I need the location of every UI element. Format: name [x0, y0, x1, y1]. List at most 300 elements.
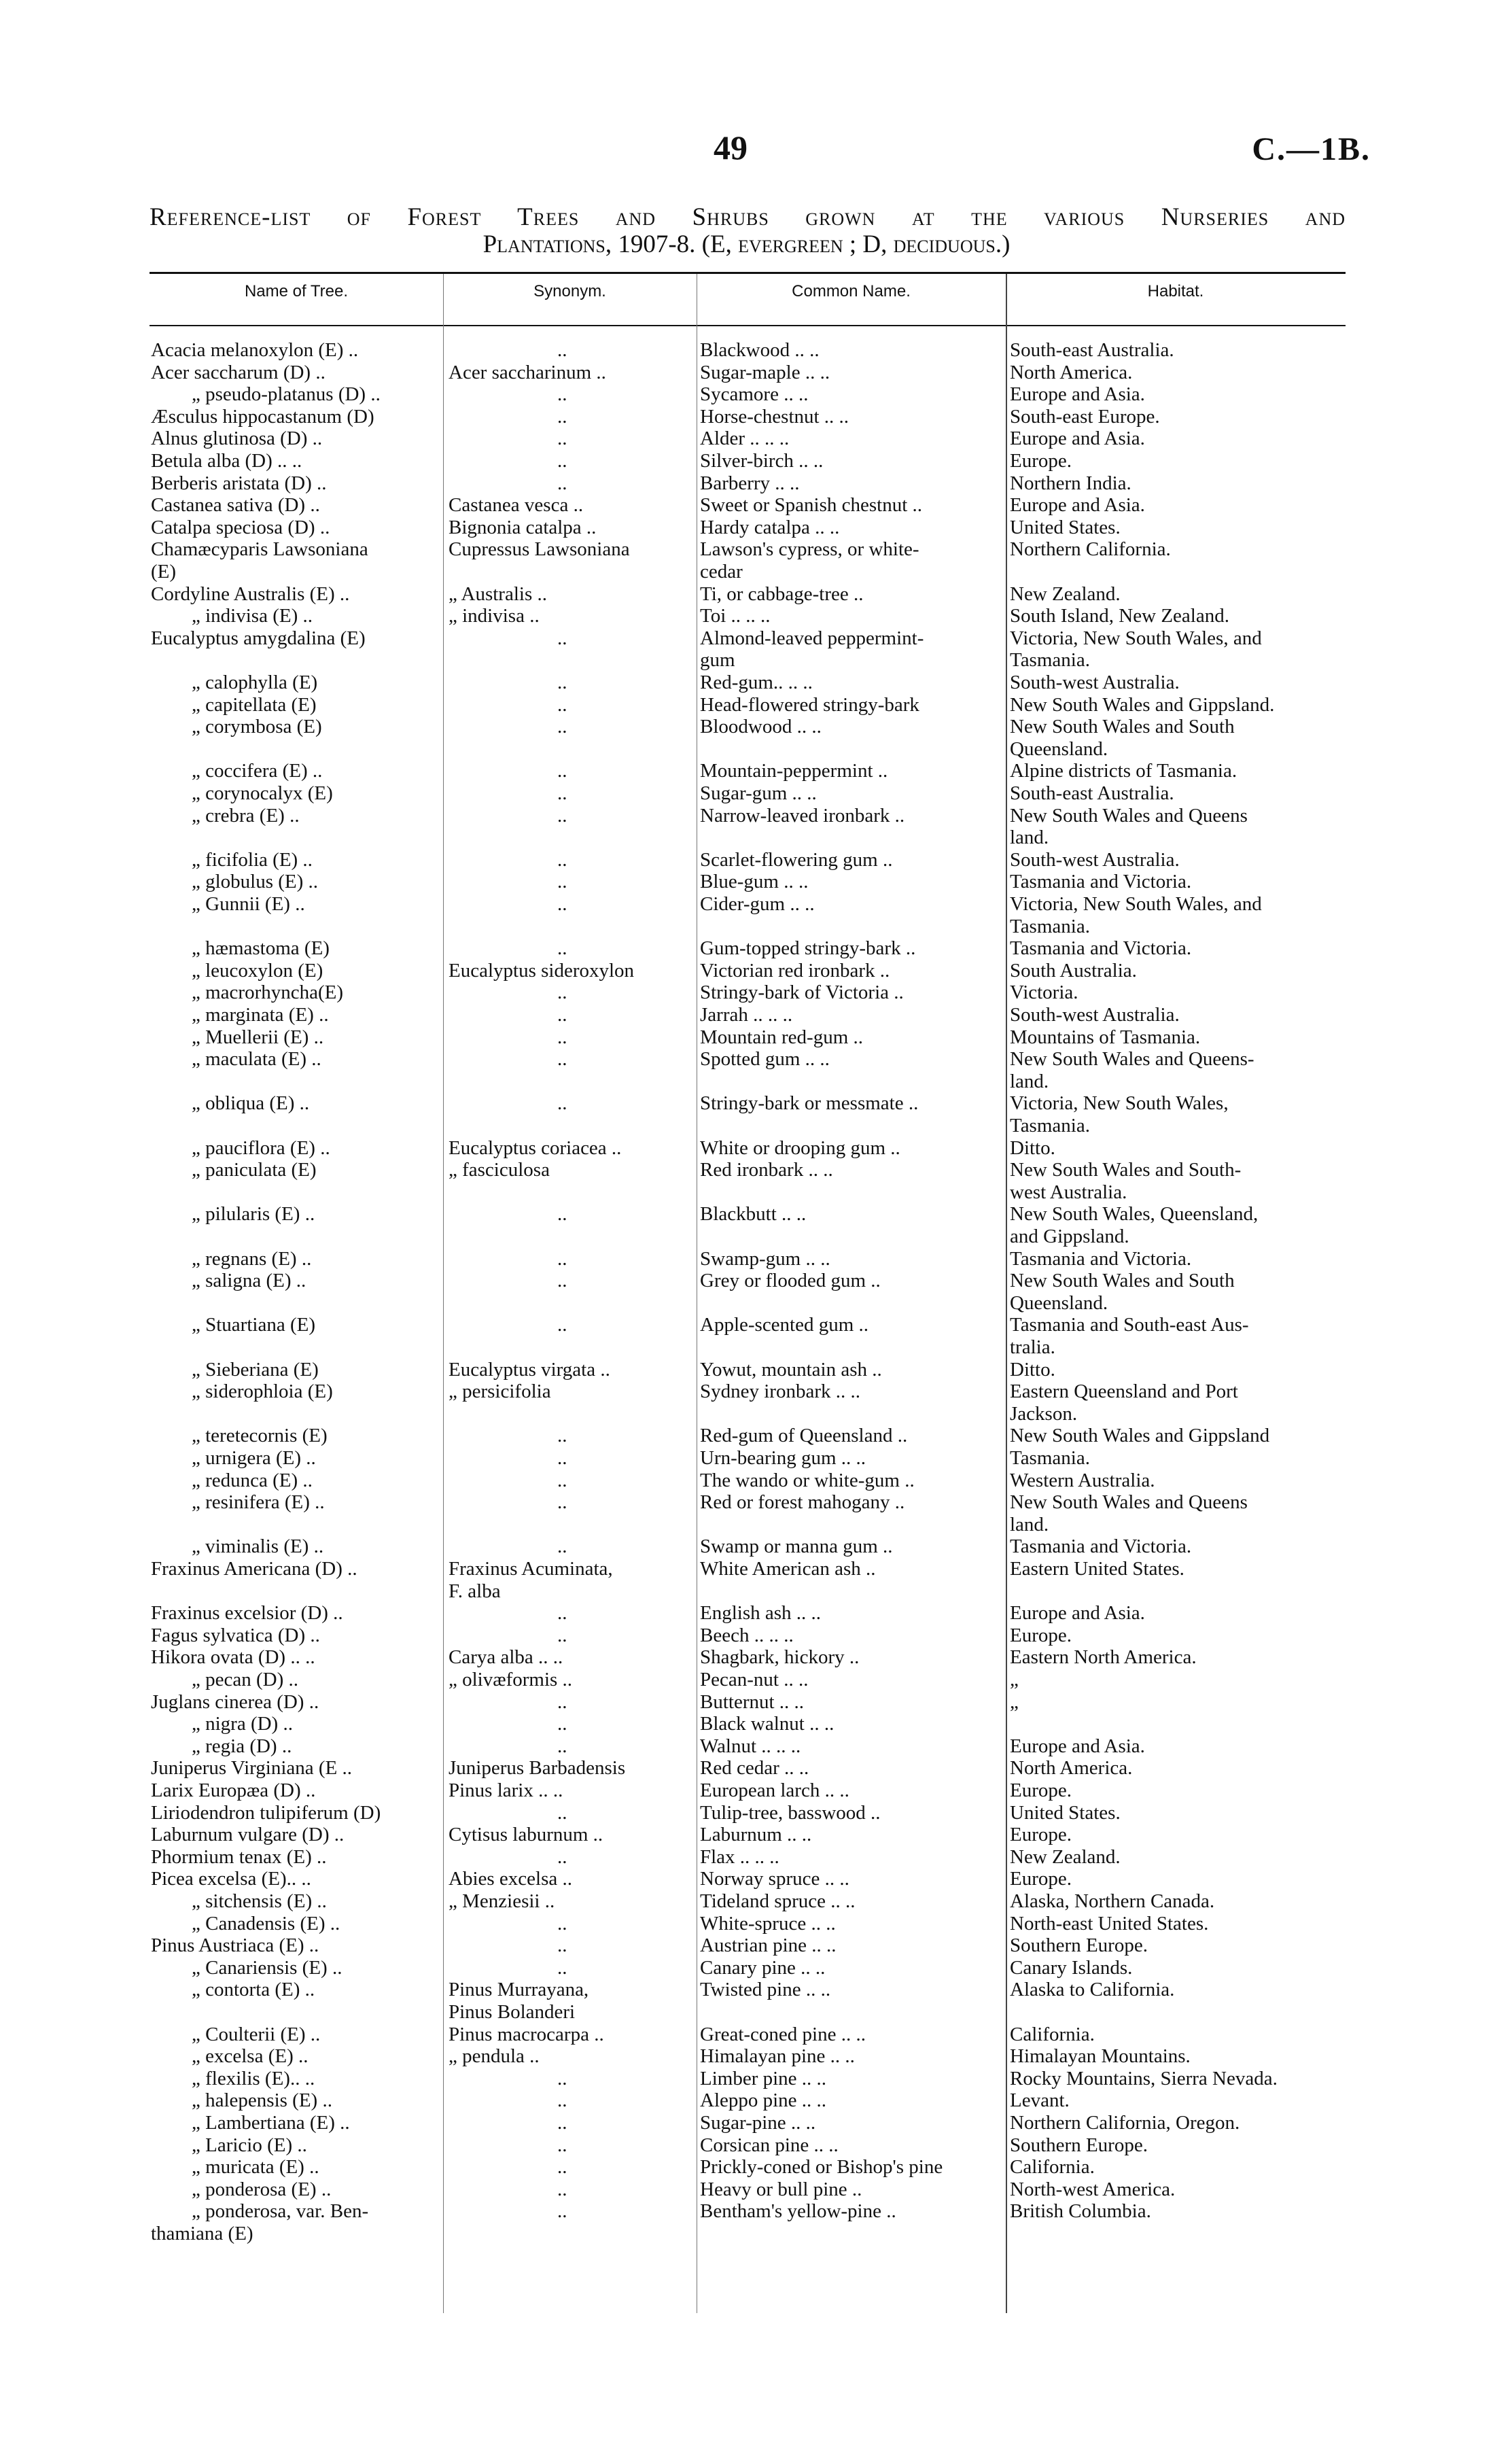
synonym-cell: .. — [557, 1934, 567, 1956]
habitat-cell: Europe. — [1010, 1625, 1072, 1646]
synonym-cell: Castanea vesca .. — [449, 494, 584, 516]
tree-name-cell: „ saligna (E) .. — [192, 1270, 306, 1291]
habitat-cell: Victoria. — [1010, 982, 1078, 1003]
habitat-cell: „ — [1010, 1669, 1019, 1690]
common-name-cell: Red-gum of Queensland .. — [700, 1425, 908, 1446]
habitat-cell: North-east United States. — [1010, 1913, 1209, 1934]
synonym-cell: .. — [557, 694, 567, 716]
common-name-cell: Almond-leaved peppermint- — [700, 627, 924, 649]
common-name-cell: Spotted gum .. .. — [700, 1048, 830, 1070]
common-name-cell: Prickly-coned or Bishop's pine — [700, 2156, 943, 2178]
synonym-cell: Abies excelsa .. — [449, 1868, 572, 1890]
habitat-cell: South Australia. — [1010, 960, 1137, 982]
tree-name-cell: Juglans cinerea (D) .. — [151, 1691, 319, 1713]
habitat-cell: United States. — [1010, 517, 1121, 538]
tree-name-cell: Picea excelsa (E).. .. — [151, 1868, 311, 1890]
tree-name-cell: Laburnum vulgare (D) .. — [151, 1824, 345, 1845]
synonym-cell: .. — [557, 1004, 567, 1026]
common-name-cell: White American ash .. — [700, 1558, 876, 1580]
habitat-cell: Tasmania. — [1010, 1447, 1090, 1469]
tree-name-cell: „ excelsa (E) .. — [192, 2045, 309, 2067]
habitat-cell: Europe and Asia. — [1010, 1735, 1145, 1757]
common-name-cell: Sydney ironbark .. .. — [700, 1381, 860, 1402]
habitat-cell: South-west Australia. — [1010, 1004, 1180, 1026]
common-name-cell: Jarrah .. .. .. — [700, 1004, 793, 1026]
synonym-cell: „ fasciculosa — [449, 1159, 550, 1181]
synonym-cell: F. alba — [449, 1580, 501, 1602]
synonym-cell: Cupressus Lawsoniana — [449, 538, 630, 560]
synonym-cell: „ Australis .. — [449, 583, 547, 605]
habitat-cell: North-west America. — [1010, 2179, 1176, 2200]
habitat-cell: Tasmania. — [1010, 916, 1090, 937]
synonym-cell: Eucalyptus virgata .. — [449, 1359, 610, 1381]
habitat-cell: California. — [1010, 2024, 1095, 2045]
tree-name-cell: „ resinifera (E) .. — [192, 1491, 325, 1513]
tree-name-cell: Chamæcyparis Lawsoniana — [151, 538, 368, 560]
common-name-cell: White-spruce .. .. — [700, 1913, 836, 1934]
common-name-cell: Red-gum.. .. .. — [700, 672, 813, 693]
habitat-cell: Ditto. — [1010, 1137, 1055, 1159]
synonym-cell: .. — [557, 406, 567, 428]
common-name-cell: Scarlet-flowering gum .. — [700, 849, 893, 871]
habitat-cell: Tasmania and Victoria. — [1010, 871, 1192, 892]
habitat-cell: Victoria, New South Wales, and — [1010, 893, 1262, 915]
common-name-cell: Sugar-pine .. .. — [700, 2112, 816, 2134]
tree-name-cell: „ Canariensis (E) .. — [192, 1957, 342, 1979]
tree-name-cell: Cordyline Australis (E) .. — [151, 583, 350, 605]
habitat-cell: Europe and Asia. — [1010, 383, 1145, 405]
synonym-cell: „ olivæformis .. — [449, 1669, 573, 1690]
habitat-cell: land. — [1010, 1514, 1049, 1535]
common-name-cell: English ash .. .. — [700, 1602, 822, 1624]
synonym-cell: .. — [557, 1092, 567, 1114]
tree-name-cell: „ capitellata (E) — [192, 694, 317, 716]
habitat-cell: California. — [1010, 2156, 1095, 2178]
tree-name-cell: Larix Europæa (D) .. — [151, 1780, 316, 1801]
synonym-cell: .. — [557, 760, 567, 782]
synonym-cell: Pinus Murrayana, — [449, 1979, 589, 2000]
synonym-cell: Pinus macrocarpa .. — [449, 2024, 604, 2045]
tree-name-cell: Fraxinus Americana (D) .. — [151, 1558, 357, 1580]
tree-name-cell: „ viminalis (E) .. — [192, 1535, 324, 1557]
tree-name-cell: „ globulus (E) .. — [192, 871, 319, 892]
synonym-cell: Acer saccharinum .. — [449, 362, 606, 383]
tree-name-cell: „ ficifolia (E) .. — [192, 849, 313, 871]
habitat-cell: Tasmania. — [1010, 1115, 1090, 1136]
page-number: 49 — [714, 128, 748, 167]
synonym-cell: Carya alba .. .. — [449, 1646, 563, 1668]
synonym-cell: .. — [557, 1802, 567, 1824]
habitat-cell: South-west Australia. — [1010, 849, 1180, 871]
header-habitat: Habitat. — [1147, 282, 1204, 300]
synonym-cell: .. — [557, 1425, 567, 1446]
tree-name-cell: Betula alba (D) .. .. — [151, 450, 302, 472]
synonym-cell: .. — [557, 2134, 567, 2156]
tree-name-cell: „ pauciflora (E) .. — [192, 1137, 330, 1159]
synonym-cell: .. — [557, 716, 567, 738]
synonym-cell: .. — [557, 1470, 567, 1491]
habitat-cell: Europe. — [1010, 450, 1072, 472]
synonym-cell: .. — [557, 339, 567, 361]
synonym-cell: „ indivisa .. — [449, 605, 540, 627]
common-name-cell: Swamp or manna gum .. — [700, 1535, 893, 1557]
tree-name-cell: „ flexilis (E).. .. — [192, 2068, 315, 2089]
common-name-cell: Victorian red ironbark .. — [700, 960, 890, 982]
table-header-rule — [150, 325, 1346, 326]
tree-name-cell: „ muricata (E) .. — [192, 2156, 319, 2178]
synonym-cell: .. — [557, 1846, 567, 1868]
tree-name-cell: „ Sieberiana (E) — [192, 1359, 319, 1381]
synonym-cell: .. — [557, 849, 567, 871]
common-name-cell: Corsican pine .. .. — [700, 2134, 839, 2156]
common-name-cell: Cider-gum .. .. — [700, 893, 815, 915]
column-divider-3 — [1006, 274, 1007, 2313]
common-name-cell: Silver-birch .. .. — [700, 450, 824, 472]
habitat-cell: Tasmania and Victoria. — [1010, 1248, 1192, 1270]
tree-name-cell: Acacia melanoxylon (E) .. — [151, 339, 359, 361]
common-name-cell: Hardy catalpa .. .. — [700, 517, 840, 538]
habitat-cell: Eastern United States. — [1010, 1558, 1184, 1580]
synonym-cell: .. — [557, 2089, 567, 2111]
tree-name-cell: „ leucoxylon (E) — [192, 960, 323, 982]
synonym-cell: .. — [557, 450, 567, 472]
common-name-cell: Urn-bearing gum .. .. — [700, 1447, 866, 1469]
habitat-cell: Southern Europe. — [1010, 1934, 1148, 1956]
habitat-cell: New South Wales, Queensland, — [1010, 1203, 1259, 1225]
habitat-cell: Levant. — [1010, 2089, 1070, 2111]
habitat-cell: New South Wales and Queens — [1010, 1491, 1248, 1513]
habitat-cell: „ — [1010, 1691, 1019, 1713]
habitat-cell: Northern California. — [1010, 538, 1171, 560]
synonym-cell: „ persicifolia — [449, 1381, 551, 1402]
synonym-cell: .. — [557, 871, 567, 892]
synonym-cell: .. — [557, 672, 567, 693]
tree-name-cell: „ calophylla (E) — [192, 672, 318, 693]
habitat-cell: Jackson. — [1010, 1403, 1078, 1425]
common-name-cell: Great-coned pine .. .. — [700, 2024, 866, 2045]
synonym-cell: .. — [557, 805, 567, 827]
common-name-cell: Limber pine .. .. — [700, 2068, 827, 2089]
habitat-cell: Europe. — [1010, 1824, 1072, 1845]
habitat-cell: Victoria, New South Wales, and — [1010, 627, 1262, 649]
synonym-cell: Fraxinus Acuminata, — [449, 1558, 613, 1580]
tree-name-cell: „ obliqua (E) .. — [192, 1092, 310, 1114]
synonym-cell: .. — [557, 1203, 567, 1225]
habitat-cell: Tasmania and South-east Aus- — [1010, 1314, 1249, 1336]
habitat-cell: Western Australia. — [1010, 1470, 1155, 1491]
common-name-cell: The wando or white-gum .. — [700, 1470, 915, 1491]
synonym-cell: .. — [557, 1270, 567, 1291]
synonym-cell: .. — [557, 2200, 567, 2222]
synonym-cell: Cytisus laburnum .. — [449, 1824, 603, 1845]
tree-name-cell: Pinus Austriaca (E) .. — [151, 1934, 319, 1956]
synonym-cell: .. — [557, 2179, 567, 2200]
common-name-cell: Grey or flooded gum .. — [700, 1270, 881, 1291]
common-name-cell: Walnut .. .. .. — [700, 1735, 801, 1757]
habitat-cell: North America. — [1010, 1757, 1133, 1779]
habitat-cell: Alpine districts of Tasmania. — [1010, 760, 1237, 782]
synonym-cell: .. — [557, 982, 567, 1003]
habitat-cell: South Island, New Zealand. — [1010, 605, 1229, 627]
habitat-cell: and Gippsland. — [1010, 1226, 1129, 1247]
common-name-cell: Head-flowered stringy-bark — [700, 694, 919, 716]
common-name-cell: Narrow-leaved ironbark .. — [700, 805, 905, 827]
tree-name-cell: „ maculata (E) .. — [192, 1048, 321, 1070]
tree-name-cell: Fagus sylvatica (D) .. — [151, 1625, 320, 1646]
synonym-cell: .. — [557, 937, 567, 959]
habitat-cell: Tasmania and Victoria. — [1010, 937, 1192, 959]
tree-name-cell: Hikora ovata (D) .. .. — [151, 1646, 315, 1668]
tree-name-cell: „ regnans (E) .. — [192, 1248, 312, 1270]
synonym-cell: .. — [557, 1048, 567, 1070]
synonym-cell: .. — [557, 1625, 567, 1646]
tree-name-cell: „ redunca (E) .. — [192, 1470, 313, 1491]
common-name-cell: Blackwood .. .. — [700, 339, 820, 361]
tree-name-cell: „ ponderosa, var. Ben- — [192, 2200, 369, 2222]
habitat-cell: Mountains of Tasmania. — [1010, 1026, 1201, 1048]
habitat-cell: Himalayan Mountains. — [1010, 2045, 1191, 2067]
habitat-cell: New South Wales and South — [1010, 1270, 1235, 1291]
synonym-cell: .. — [557, 1314, 567, 1336]
synonym-cell: Eucalyptus sideroxylon — [449, 960, 635, 982]
common-name-cell: European larch .. .. — [700, 1780, 849, 1801]
synonym-cell: .. — [557, 1691, 567, 1713]
tree-name-cell: „ Muellerii (E) .. — [192, 1026, 324, 1048]
tree-name-cell: „ Lambertiana (E) .. — [192, 2112, 350, 2134]
common-name-cell: Red or forest mahogany .. — [700, 1491, 905, 1513]
common-name-cell: Gum-topped stringy-bark .. — [700, 937, 916, 959]
tree-name-cell: Acer saccharum (D) .. — [151, 362, 326, 383]
habitat-cell: Ditto. — [1010, 1359, 1055, 1381]
synonym-cell: .. — [557, 1713, 567, 1735]
common-name-cell: Alder .. .. .. — [700, 428, 790, 449]
tree-name-cell: „ Canadensis (E) .. — [192, 1913, 340, 1934]
habitat-cell: Northern India. — [1010, 472, 1131, 494]
synonym-cell: Pinus larix .. .. — [449, 1780, 563, 1801]
document-reference: C.—1B. — [1252, 131, 1371, 167]
common-name-cell: Himalayan pine .. .. — [700, 2045, 855, 2067]
habitat-cell: Tasmania and Victoria. — [1010, 1535, 1192, 1557]
common-name-cell: Red ironbark .. .. — [700, 1159, 833, 1181]
habitat-cell: Canary Islands. — [1010, 1957, 1133, 1979]
common-name-cell: Pecan-nut .. .. — [700, 1669, 809, 1690]
habitat-cell: Europe and Asia. — [1010, 1602, 1145, 1624]
tree-name-cell: „ Laricio (E) .. — [192, 2134, 307, 2156]
common-name-cell: Sugar-gum .. .. — [700, 782, 817, 804]
tree-name-cell: Fraxinus excelsior (D) .. — [151, 1602, 343, 1624]
common-name-cell: Austrian pine .. .. — [700, 1934, 837, 1956]
common-name-cell: Butternut .. .. — [700, 1691, 805, 1713]
common-name-cell: cedar — [700, 561, 743, 583]
tree-name-cell: Juniperus Virginiana (E .. — [151, 1757, 353, 1779]
synonym-cell: „ pendula .. — [449, 2045, 540, 2067]
tree-name-cell: „ coccifera (E) .. — [192, 760, 323, 782]
tree-name-cell: „ siderophloia (E) — [192, 1381, 333, 1402]
common-name-cell: Horse-chestnut .. .. — [700, 406, 849, 428]
common-name-cell: White or drooping gum .. — [700, 1137, 900, 1159]
common-name-cell: Laburnum .. .. — [700, 1824, 812, 1845]
habitat-cell: Europe and Asia. — [1010, 494, 1145, 516]
tree-name-cell: „ Coulterii (E) .. — [192, 2024, 321, 2045]
habitat-cell: South-east Australia. — [1010, 782, 1174, 804]
tree-name-cell: „ pseudo-platanus (D) .. — [192, 383, 381, 405]
common-name-cell: Heavy or bull pine .. — [700, 2179, 862, 2200]
common-name-cell: Shagbark, hickory .. — [700, 1646, 860, 1668]
synonym-cell: .. — [557, 1735, 567, 1757]
common-name-cell: Bloodwood .. .. — [700, 716, 822, 738]
habitat-cell: Northern California, Oregon. — [1010, 2112, 1240, 2134]
habitat-cell: South-east Australia. — [1010, 339, 1174, 361]
habitat-cell: Tasmania. — [1010, 649, 1090, 671]
synonym-cell: .. — [557, 893, 567, 915]
habitat-cell: Europe and Asia. — [1010, 428, 1145, 449]
common-name-cell: Mountain-peppermint .. — [700, 760, 888, 782]
habitat-cell: New South Wales and Queens — [1010, 805, 1248, 827]
habitat-cell: New Zealand. — [1010, 583, 1121, 605]
tree-name-cell: „ hæmastoma (E) — [192, 937, 330, 959]
common-name-cell: Blue-gum .. .. — [700, 871, 809, 892]
common-name-cell: Norway spruce .. .. — [700, 1868, 849, 1890]
synonym-cell: .. — [557, 627, 567, 649]
tree-name-cell: „ ponderosa (E) .. — [192, 2179, 332, 2200]
synonym-cell: .. — [557, 1026, 567, 1048]
synonym-cell: .. — [557, 1491, 567, 1513]
common-name-cell: Blackbutt .. .. — [700, 1203, 807, 1225]
common-name-cell: Ti, or cabbage-tree .. — [700, 583, 864, 605]
common-name-cell: Canary pine .. .. — [700, 1957, 826, 1979]
habitat-cell: west Australia. — [1010, 1181, 1127, 1203]
synonym-cell: Pinus Bolanderi — [449, 2001, 576, 2023]
synonym-cell: .. — [557, 782, 567, 804]
habitat-cell: New South Wales and Queens- — [1010, 1048, 1254, 1070]
habitat-cell: New South Wales and Gippsland — [1010, 1425, 1270, 1446]
tree-name-cell: „ pecan (D) .. — [192, 1669, 298, 1690]
habitat-cell: Europe. — [1010, 1868, 1072, 1890]
common-name-cell: Black walnut .. .. — [700, 1713, 835, 1735]
tree-name-cell: „ corynocalyx (E) — [192, 782, 333, 804]
common-name-cell: Tideland spruce .. .. — [700, 1890, 856, 1912]
tree-name-cell: „ regia (D) .. — [192, 1735, 292, 1757]
habitat-cell: New Zealand. — [1010, 1846, 1121, 1868]
header-name-of-tree: Name of Tree. — [244, 282, 349, 300]
synonym-cell: Bignonia catalpa .. — [449, 517, 597, 538]
habitat-cell: Eastern Queensland and Port — [1010, 1381, 1238, 1402]
common-name-cell: Toi .. .. .. — [700, 605, 771, 627]
habitat-cell: Rocky Mountains, Sierra Nevada. — [1010, 2068, 1278, 2089]
synonym-cell: Juniperus Barbadensis — [449, 1757, 626, 1779]
habitat-cell: Southern Europe. — [1010, 2134, 1148, 2156]
habitat-cell: land. — [1010, 827, 1049, 848]
table-top-rule — [150, 272, 1346, 274]
synonym-cell: Eucalyptus coriacea .. — [449, 1137, 622, 1159]
common-name-cell: Sugar-maple .. .. — [700, 362, 830, 383]
synonym-cell: .. — [557, 1913, 567, 1934]
habitat-cell: New South Wales and South — [1010, 716, 1235, 738]
common-name-cell: Beech .. .. .. — [700, 1625, 794, 1646]
habitat-cell: Queensland. — [1010, 1292, 1108, 1314]
common-name-cell: Apple-scented gum .. — [700, 1314, 869, 1336]
tree-name-cell: „ urnigera (E) .. — [192, 1447, 316, 1469]
title-line-1: Reference-list of Forest Trees and Shrubs grown at the various Nurseries and — [150, 203, 1346, 231]
common-name-cell: Swamp-gum .. .. — [700, 1248, 830, 1270]
tree-name-cell: (E) — [151, 561, 177, 583]
common-name-cell: Tulip-tree, basswood .. — [700, 1802, 881, 1824]
common-name-cell: Bentham's yellow-pine .. — [700, 2200, 896, 2222]
tree-name-cell: thamiana (E) — [151, 2223, 253, 2244]
synonym-cell: .. — [557, 1957, 567, 1979]
synonym-cell: .. — [557, 428, 567, 449]
tree-name-cell: Catalpa speciosa (D) .. — [151, 517, 330, 538]
synonym-cell: .. — [557, 1447, 567, 1469]
tree-name-cell: „ marginata (E) .. — [192, 1004, 329, 1026]
tree-name-cell: „ nigra (D) .. — [192, 1713, 293, 1735]
common-name-cell: Red cedar .. .. — [700, 1757, 809, 1779]
tree-name-cell: „ halepensis (E) .. — [192, 2089, 332, 2111]
tree-name-cell: Eucalyptus amygdalina (E) — [151, 627, 366, 649]
tree-name-cell: „ macrorhyncha(E) — [192, 982, 344, 1003]
tree-name-cell: Æsculus hippocastanum (D) — [151, 406, 374, 428]
tree-name-cell: Liriodendron tulipiferum (D) — [151, 1802, 381, 1824]
habitat-cell: United States. — [1010, 1802, 1121, 1824]
synonym-cell: .. — [557, 2156, 567, 2178]
common-name-cell: Sweet or Spanish chestnut .. — [700, 494, 923, 516]
habitat-cell: New South Wales and Gippsland. — [1010, 694, 1275, 716]
habitat-cell: tralia. — [1010, 1336, 1055, 1358]
synonym-cell: .. — [557, 2068, 567, 2089]
synonym-cell: .. — [557, 1535, 567, 1557]
common-name-cell: Twisted pine .. .. — [700, 1979, 831, 2000]
tree-name-cell: Phormium tenax (E) .. — [151, 1846, 327, 1868]
synonym-cell: .. — [557, 2112, 567, 2134]
tree-name-cell: „ crebra (E) .. — [192, 805, 300, 827]
tree-name-cell: Berberis aristata (D) .. — [151, 472, 327, 494]
habitat-cell: South-west Australia. — [1010, 672, 1180, 693]
common-name-cell: Yowut, mountain ash .. — [700, 1359, 882, 1381]
tree-name-cell: „ corymbosa (E) — [192, 716, 322, 738]
common-name-cell: Stringy-bark of Victoria .. — [700, 982, 904, 1003]
tree-name-cell: „ teretecornis (E) — [192, 1425, 328, 1446]
title-line-2: Plantations, 1907-8. (E, evergreen ; D, deciduous.) — [482, 230, 1011, 258]
column-divider-1 — [443, 274, 444, 2313]
tree-name-cell: Alnus glutinosa (D) .. — [151, 428, 323, 449]
common-name-cell: Sycamore .. .. — [700, 383, 809, 405]
habitat-cell: New South Wales and South- — [1010, 1159, 1242, 1181]
tree-name-cell: „ indivisa (E) .. — [192, 605, 313, 627]
common-name-cell: Mountain red-gum .. — [700, 1026, 864, 1048]
habitat-cell: Europe. — [1010, 1780, 1072, 1801]
habitat-cell: North America. — [1010, 362, 1133, 383]
common-name-cell: gum — [700, 649, 735, 671]
common-name-cell: Aleppo pine .. .. — [700, 2089, 827, 2111]
common-name-cell: Lawson's cypress, or white- — [700, 538, 919, 560]
synonym-cell: „ Menziesii .. — [449, 1890, 555, 1912]
habitat-cell: Queensland. — [1010, 738, 1108, 760]
header-common-name: Common Name. — [792, 282, 911, 300]
habitat-cell: South-east Europe. — [1010, 406, 1160, 428]
habitat-cell: Alaska to California. — [1010, 1979, 1175, 2000]
tree-name-cell: Castanea sativa (D) .. — [151, 494, 320, 516]
synonym-cell: .. — [557, 383, 567, 405]
header-synonym: Synonym. — [533, 282, 606, 300]
habitat-cell: Eastern North America. — [1010, 1646, 1197, 1668]
common-name-cell: Flax .. .. .. — [700, 1846, 779, 1868]
tree-name-cell: „ sitchensis (E) .. — [192, 1890, 327, 1912]
habitat-cell: Alaska, Northern Canada. — [1010, 1890, 1215, 1912]
synonym-cell: .. — [557, 472, 567, 494]
habitat-cell: Victoria, New South Wales, — [1010, 1092, 1229, 1114]
tree-name-cell: „ Stuartiana (E) — [192, 1314, 315, 1336]
synonym-cell: .. — [557, 1248, 567, 1270]
